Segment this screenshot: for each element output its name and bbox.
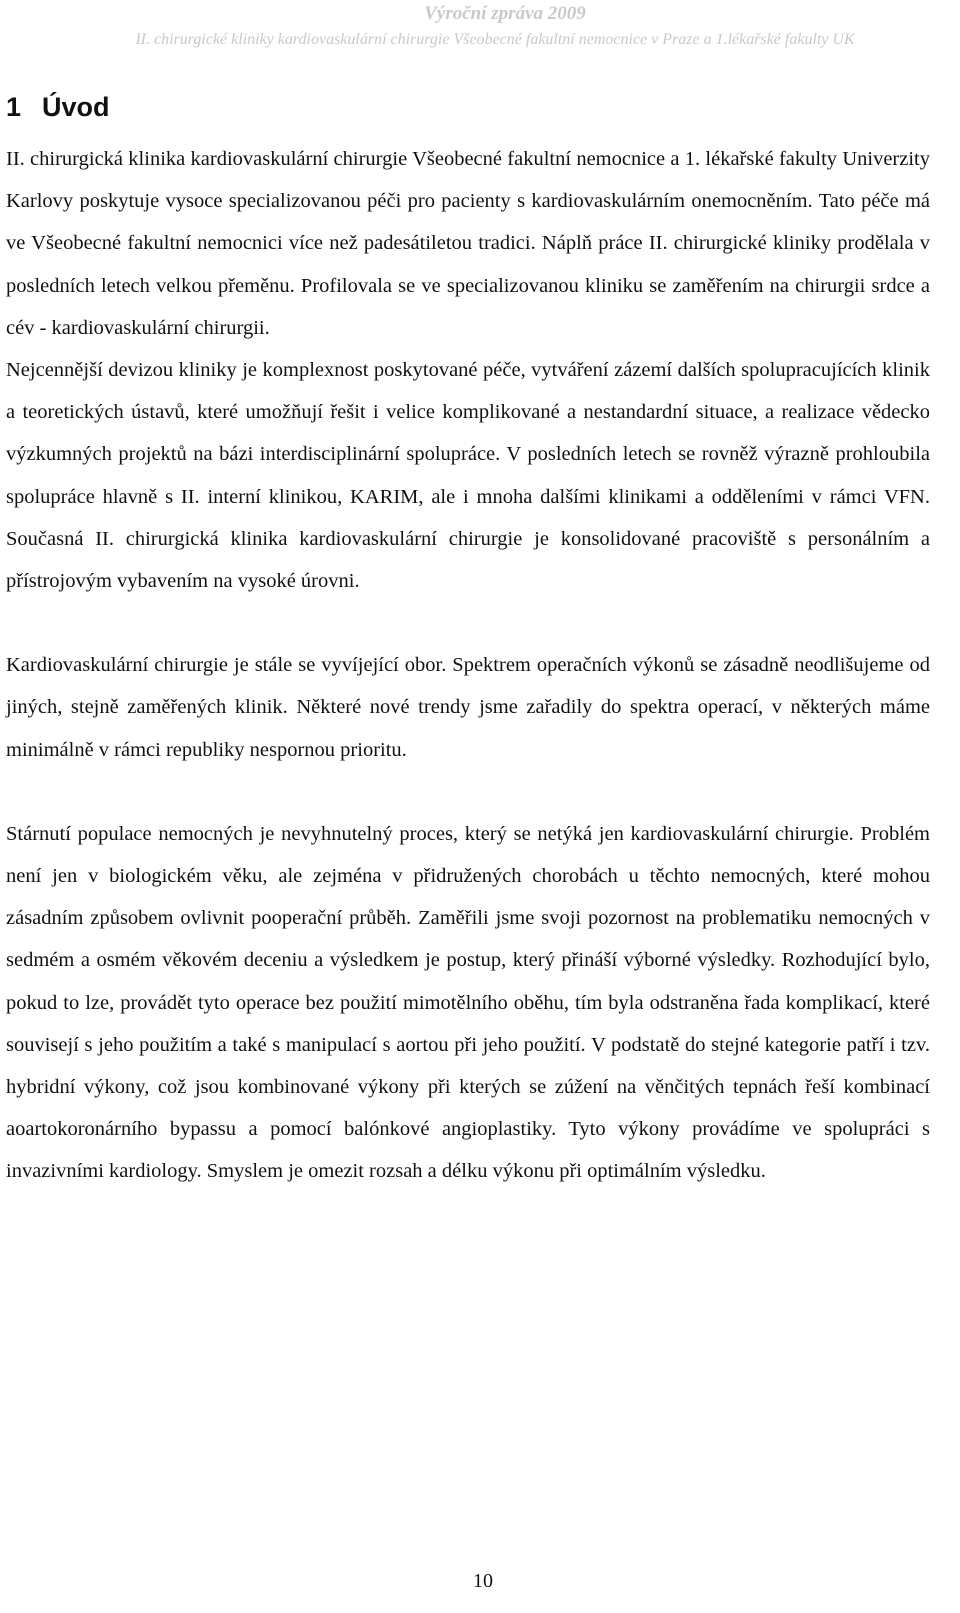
- page-number: 10: [473, 1570, 493, 1592]
- paragraph-intro: II. chirurgická klinika kardiovaskulární chirurgie Všeobecné fakultní nemocnice a 1. lékařské fakulty Univerzity Karlovy poskytuje vysoce specializovanou péči pro pacienty s kardiovaskulárním onemocněním. Tato péče má ve Všeobecné fakultní nemocnici více než padesátiletou tradici. Náplň práce II. chirurgické kliniky prodělala v posledních letech velkou přeměnu. Profilovala se ve specializovanou kliniku se zaměřením na chirurgii srdce a cév - kardiovaskulární chirurgii.: [6, 148, 930, 339]
- paragraph-values: Nejcennější devizou kliniky je komplexnost poskytované péče, vytváření zázemí dalších spolupracujících klinik a teoretických ústavů, které umožňují řešit i velice komplikované a nestandardní situace, a realizace vědecko výzkumných projektů na bázi interdisciplinární spolupráce. V posledních letech se rovněž výrazně prohloubila spolupráce hlavně s II. interní klinikou, KARIM, ale i mnoha dalšími klinikami a odděleními v rámci VFN. Současná II. chirurgická klinika kardiovaskulární chirurgie je konsolidované pracoviště s personálním a přístrojovým vybavením na vysoké úrovni.: [6, 359, 930, 593]
- running-header: [0, 2, 960, 50]
- section-heading: [6, 92, 110, 123]
- section-number: 1: [6, 92, 22, 122]
- report-subtitle: II. chirurgické kliniky kardiovaskulární chirurgie Všeobecné fakultní nemocnice v Praze a 1.lékařské fakulty UK: [135, 30, 855, 48]
- section-title: Úvod: [42, 92, 110, 122]
- report-title: Výroční zpráva 2009: [424, 3, 586, 24]
- paragraph-field: Kardiovaskulární chirurgie je stále se vyvíjející obor. Spektrem operačních výkonů se zásadně neodlišujeme od jiných, stejně zaměřených klinik. Některé nové trendy jsme zařadily do spektra operací, v některých máme minimálně v rámci republiky nespornou prioritu.: [6, 654, 930, 761]
- paragraph-aging: Stárnutí populace nemocných je nevyhnutelný proces, který se netýká jen kardiovaskulární chirurgie. Problém není jen v biologickém věku, ale zejména v přidružených chorobách u těchto nemocných, které mohou zásadním způsobem ovlivnit pooperační průběh. Zaměřili jsme svoji pozornost na problematiku nemocných v sedmém a osmém věkovém deceniu a výsledkem je postup, který přináší výborné výsledky. Rozhodující bylo, pokud to lze, provádět tyto operace bez použití mimotělního oběhu, tím byla odstraněna řada komplikací, které souvisejí s jeho použitím a také s manipulací s aortou při jeho použití. V podstatě do stejné kategorie patří i tzv. hybridní výkony, což jsou kombinované výkony při kterých se zúžení na věnčitých tepnách řeší kombinací aoartokoronárního bypassu a pomocí balónkové angioplastiky. Tyto výkony provádíme ve spolupráci s invazivními kardiology. Smyslem je omezit rozsah a délku výkonu při optimálním výsledku.: [6, 822, 930, 1183]
- body-text: [6, 138, 930, 1193]
